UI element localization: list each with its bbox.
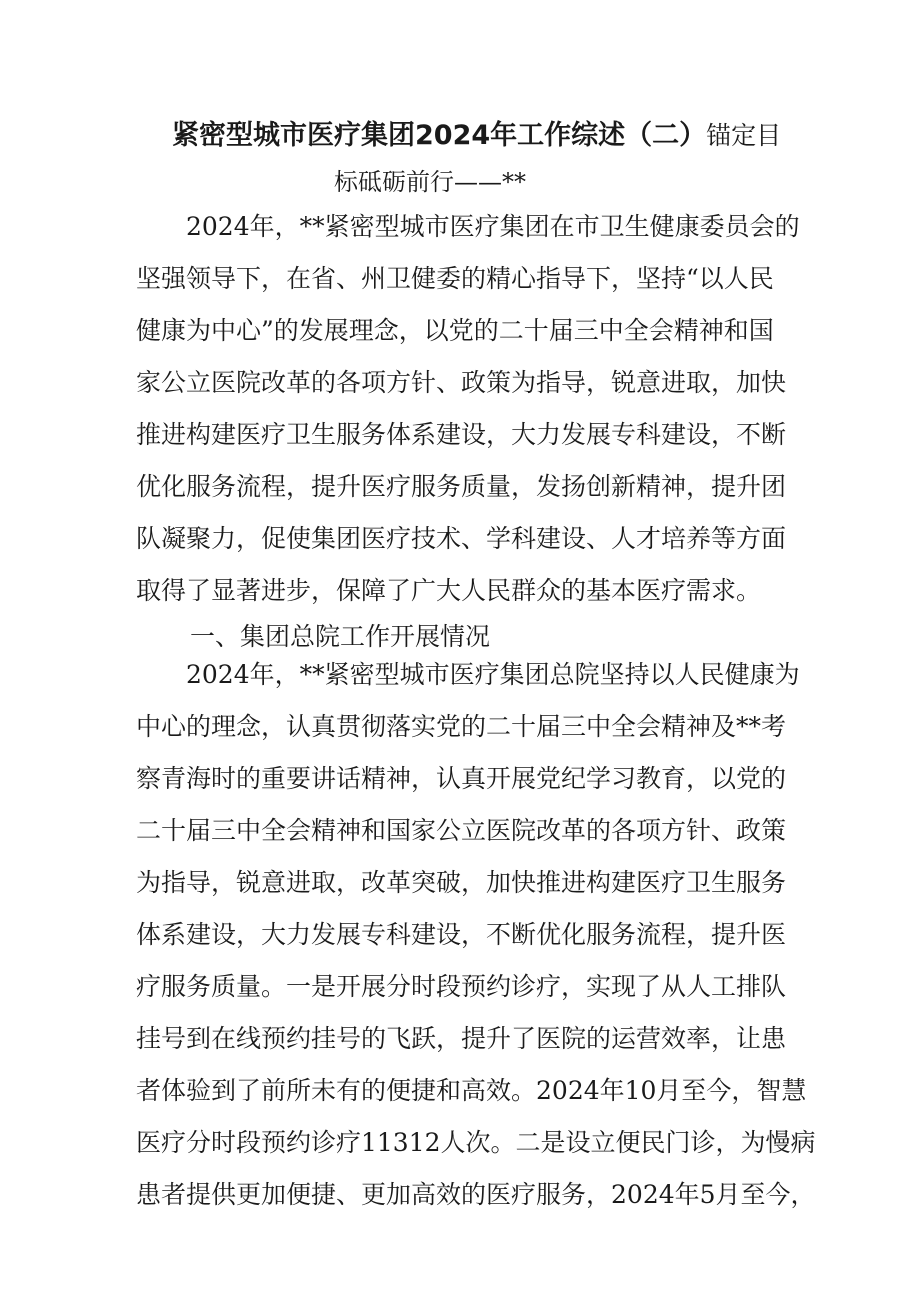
- document-title-line1: [172, 113, 812, 152]
- paragraph2-line: 体系建设，大力发展专科建设，不断优化服务流程，提升医: [136, 920, 787, 949]
- paragraph1-line: 坚强领导下，在省、州卫健委的精心指导下，坚持“以人民: [136, 264, 774, 293]
- section1-heading: 一、集团总院工作开展情况: [190, 622, 491, 651]
- document-title-light: 锚定目: [706, 121, 782, 150]
- paragraph2-line: 医疗分时段预约诊疗11312人次。二是设立便民门诊，为慢病: [136, 1128, 816, 1157]
- document-title-line2: 标砥砺前行——**: [334, 168, 526, 196]
- paragraph2-line: 2024年，**紧密型城市医疗集团总院坚持以人民健康为: [186, 660, 800, 689]
- paragraph2-line: 患者提供更加便捷、更加高效的医疗服务，2024年5月至今，: [136, 1180, 816, 1209]
- paragraph1-line: 2024年，**紧密型城市医疗集团在市卫生健康委员会的: [186, 212, 800, 241]
- paragraph2-line: 察青海时的重要讲话精神，认真开展党纪学习教育，以党的: [136, 764, 787, 793]
- paragraph2-line: 中心的理念，认真贯彻落实党的二十届三中全会精神及**考: [136, 712, 787, 741]
- paragraph1-line: 取得了显著进步，保障了广大人民群众的基本医疗需求。: [136, 576, 762, 605]
- paragraph2-line: 二十届三中全会精神和国家公立医院改革的各项方针、政策: [136, 816, 787, 845]
- paragraph2-line: 者体验到了前所未有的便捷和高效。2024年10月至今，智慧: [136, 1076, 807, 1105]
- document-title-bold: 紧密型城市医疗集团2024年工作综述（二）: [172, 120, 707, 151]
- paragraph2-line: 疗服务质量。一是开展分时段预约诊疗，实现了从人工排队: [136, 972, 787, 1001]
- paragraph2-line: 为指导，锐意进取，改革突破，加快推进构建医疗卫生服务: [136, 868, 787, 897]
- paragraph2-line: 挂号到在线预约挂号的飞跃，提升了医院的运营效率，让患: [136, 1024, 787, 1053]
- paragraph1-line: 健康为中心”的发展理念，以党的二十届三中全会精神和国: [136, 316, 774, 345]
- paragraph1-line: 家公立医院改革的各项方针、政策为指导，锐意进取，加快: [136, 368, 787, 397]
- paragraph1-line: 队凝聚力，促使集团医疗技术、学科建设、人才培养等方面: [136, 524, 787, 553]
- paragraph1-line: 优化服务流程，提升医疗服务质量，发扬创新精神，提升团: [136, 472, 787, 501]
- paragraph1-line: 推进构建医疗卫生服务体系建设，大力发展专科建设，不断: [136, 420, 787, 449]
